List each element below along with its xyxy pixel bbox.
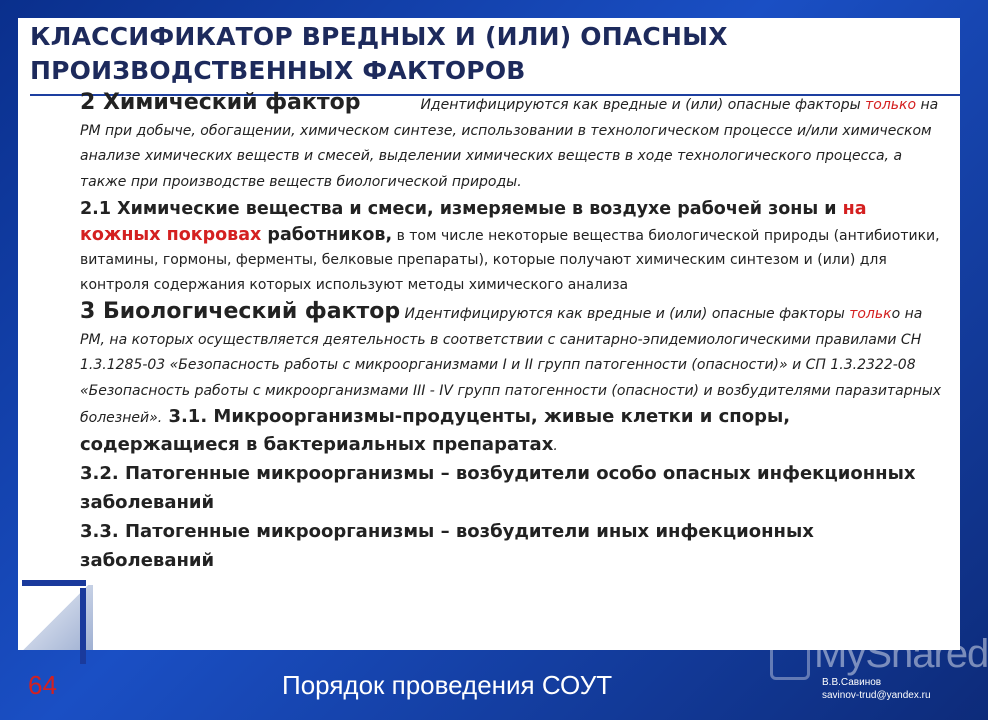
biological-text-b: на РМ, на которых осуществляется деятельность в соответствии с санитарно-эпидемиологическими правилами СН 1.3.1285-03 «Безопасность работы с микроорганизмами I и II групп патогенности (опасности)» и СП 1.3.2322-08 «Безопасность работы с микроорганизмами III - IV групп патогенности (опасности) и возбудителями паразитарных болезней». <box>80 306 942 426</box>
item-3-2: 3.2. Патогенные микроорганизмы – возбудители особо опасных инфекционных заболеваний <box>80 463 916 513</box>
subsection-2-1-paragraph <box>80 197 948 297</box>
biological-text-a: Идентифицируются как вредные и (или) опасные факторы <box>400 306 850 322</box>
chemical-text-a: Идентифицируются как вредные и (или) опасные факторы <box>420 97 866 113</box>
footer-title: Порядок проведения СОУТ <box>282 670 613 700</box>
watermark: MyShared <box>814 632 988 676</box>
chemical-only-highlight: только <box>865 97 917 113</box>
chemical-text-b: на РМ при добыче, обогащении, химическом синтезе, использовании в технологическом процессе и/или химическом анализе химических веществ и смесей, выделении химических веществ в ходе технологического процесса, а также при производстве веществ биологической природы. <box>80 97 939 190</box>
subsection-2-1-text: в том числе некоторые вещества биологической природы (антибиотики, витамины, гормоны, ферменты, белковые препараты), которые получают химическим синтезом и (или) для контроля содержания которых используют методы химического анализа <box>80 227 940 293</box>
biological-factor-heading: 3 Биологический фактор <box>80 299 401 324</box>
author-email: savinov-trud@yandex.ru <box>822 690 931 701</box>
chemical-factor-paragraph <box>80 90 948 195</box>
item-3-1: 3.1. Микроорганизмы-продуценты, живые клетки и споры, содержащиеся в бактериальных препаратах <box>80 406 791 455</box>
frame-line-vertical <box>80 588 86 664</box>
frame-line-horizontal <box>22 580 86 586</box>
skin-highlight: на кожных покровах <box>80 199 867 245</box>
subsection-2-1-workers: работников, <box>261 224 393 245</box>
title-line-2: ПРОИЗВОДСТВЕННЫХ ФАКТОРОВ <box>30 56 526 85</box>
item-3-1-end: . <box>553 437 558 454</box>
author-block <box>822 676 931 702</box>
chemical-factor-heading: 2 Химический фактор <box>80 90 361 115</box>
biological-only-highlight: тольк <box>849 306 892 322</box>
title-line-1: КЛАССИФИКАТОР ВРЕДНЫХ И (ИЛИ) ОПАСНЫХ <box>30 22 728 51</box>
watermark-icon <box>770 640 810 680</box>
slide-title <box>30 20 728 88</box>
slide-body <box>80 90 948 575</box>
item-3-3: 3.3. Патогенные микроорганизмы – возбудители иных инфекционных заболеваний <box>80 521 814 571</box>
subsection-2-1-heading: 2.1 Химические вещества и смеси, измеряемые в воздухе рабочей зоны и <box>80 199 843 219</box>
biological-factor-paragraph <box>80 299 948 459</box>
author-name: В.В.Савинов <box>822 677 882 688</box>
slide-number: 64 <box>28 670 57 700</box>
biological-only-rest: о <box>891 306 901 322</box>
